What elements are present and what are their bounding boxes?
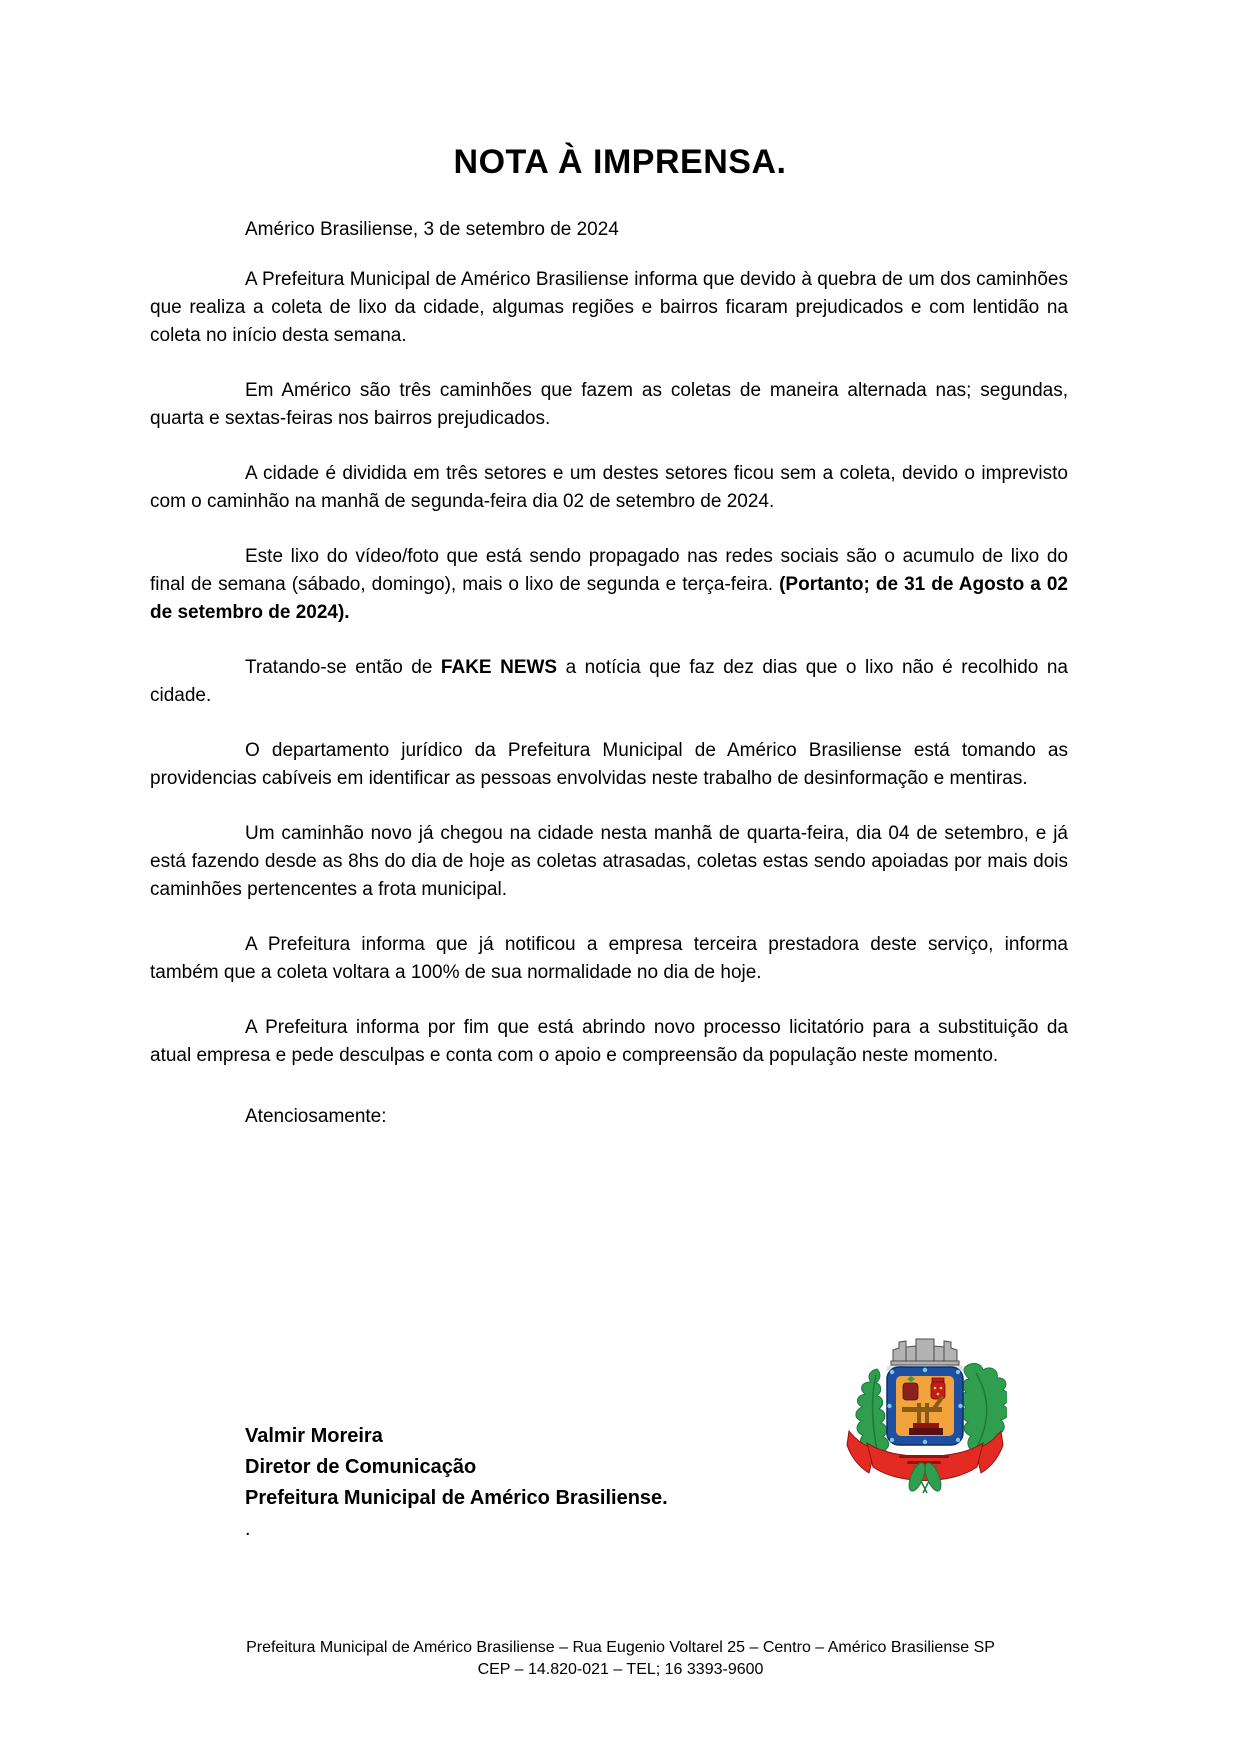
coat-of-arms-image <box>843 1335 1007 1497</box>
dateline: Américo Brasiliense, 3 de setembro de 2024 <box>245 219 619 240</box>
paragraph: A cidade é dividida em três setores e um destes setores ficou sem a coleta, devido o imprevisto com o caminhão na manhã de segunda-feira dia 02 de setembro de 2024. <box>150 463 1068 512</box>
footer-contact: CEP – 14.820-021 – TEL; 16 3393-9600 <box>477 1661 764 1678</box>
paragraph: O departamento jurídico da Prefeitura Municipal de Américo Brasiliense está tomando as providencias cabíveis em identificar as pessoas envolvidas neste trabalho de desinformação e mentiras. <box>150 740 1068 789</box>
mural-crown-icon <box>891 1339 959 1365</box>
page-footer <box>0 1637 1241 1681</box>
signature-name: Valmir Moreira <box>245 1425 383 1447</box>
paragraph: Em Américo são três caminhões que fazem as coletas de maneira alternada nas; segundas, quarta e sextas-feiras nos bairros prejudicados. <box>150 380 1068 429</box>
signature-block <box>245 1421 668 1545</box>
paragraph: Este lixo do vídeo/foto que está sendo propagado nas redes sociais são o acumulo de lixo do final de semana (sábado, domingo), mais o lixo de segunda e terça-feira. (Portanto; de 31 de Agosto a 02 de setembro de 2024). <box>150 546 1068 623</box>
signature-role: Diretor de Comunicação <box>245 1456 477 1478</box>
shield <box>887 1367 963 1445</box>
paragraph: A Prefeitura informa que já notificou a empresa terceira prestadora deste serviço, informa também que a coleta voltara a 100% de sua normalidade no dia de hoje. <box>150 934 1068 983</box>
document-body <box>150 142 1068 1131</box>
signature-trailing-period: . <box>245 1518 251 1540</box>
paragraph: A Prefeitura Municipal de Américo Brasiliense informa que devido à quebra de um dos caminhões que realiza a coleta de lixo da cidade, algumas regiões e bairros ficaram prejudicados e com lentidão na coleta no início desta semana. <box>150 269 1068 346</box>
paragraph: A Prefeitura informa por fim que está abrindo novo processo licitatório para a substituição da atual empresa e pede desculpas e conta com o apoio e compreensão da população neste momento. <box>150 1017 1068 1066</box>
body-paragraphs <box>150 266 1068 1070</box>
paragraph: Um caminhão novo já chegou na cidade nesta manhã de quarta-feira, dia 04 de setembro, e já está fazendo desde as 8hs do dia de hoje as coletas atrasadas, coletas estas sendo apoiadas por mais dois caminhões pertencentes a frota municipal. <box>150 823 1068 900</box>
document-title: NOTA À IMPRENSA. <box>453 143 787 181</box>
signature-org: Prefeitura Municipal de Américo Brasiliense. <box>245 1487 668 1509</box>
footer-address: Prefeitura Municipal de Américo Brasiliense – Rua Eugenio Voltarel 25 – Centro – Américo Brasiliense SP <box>246 1639 995 1656</box>
paragraph: Tratando-se então de FAKE NEWS a notícia que faz dez dias que o lixo não é recolhido na cidade. <box>150 657 1068 706</box>
closing-salutation: Atenciosamente: <box>245 1106 387 1127</box>
